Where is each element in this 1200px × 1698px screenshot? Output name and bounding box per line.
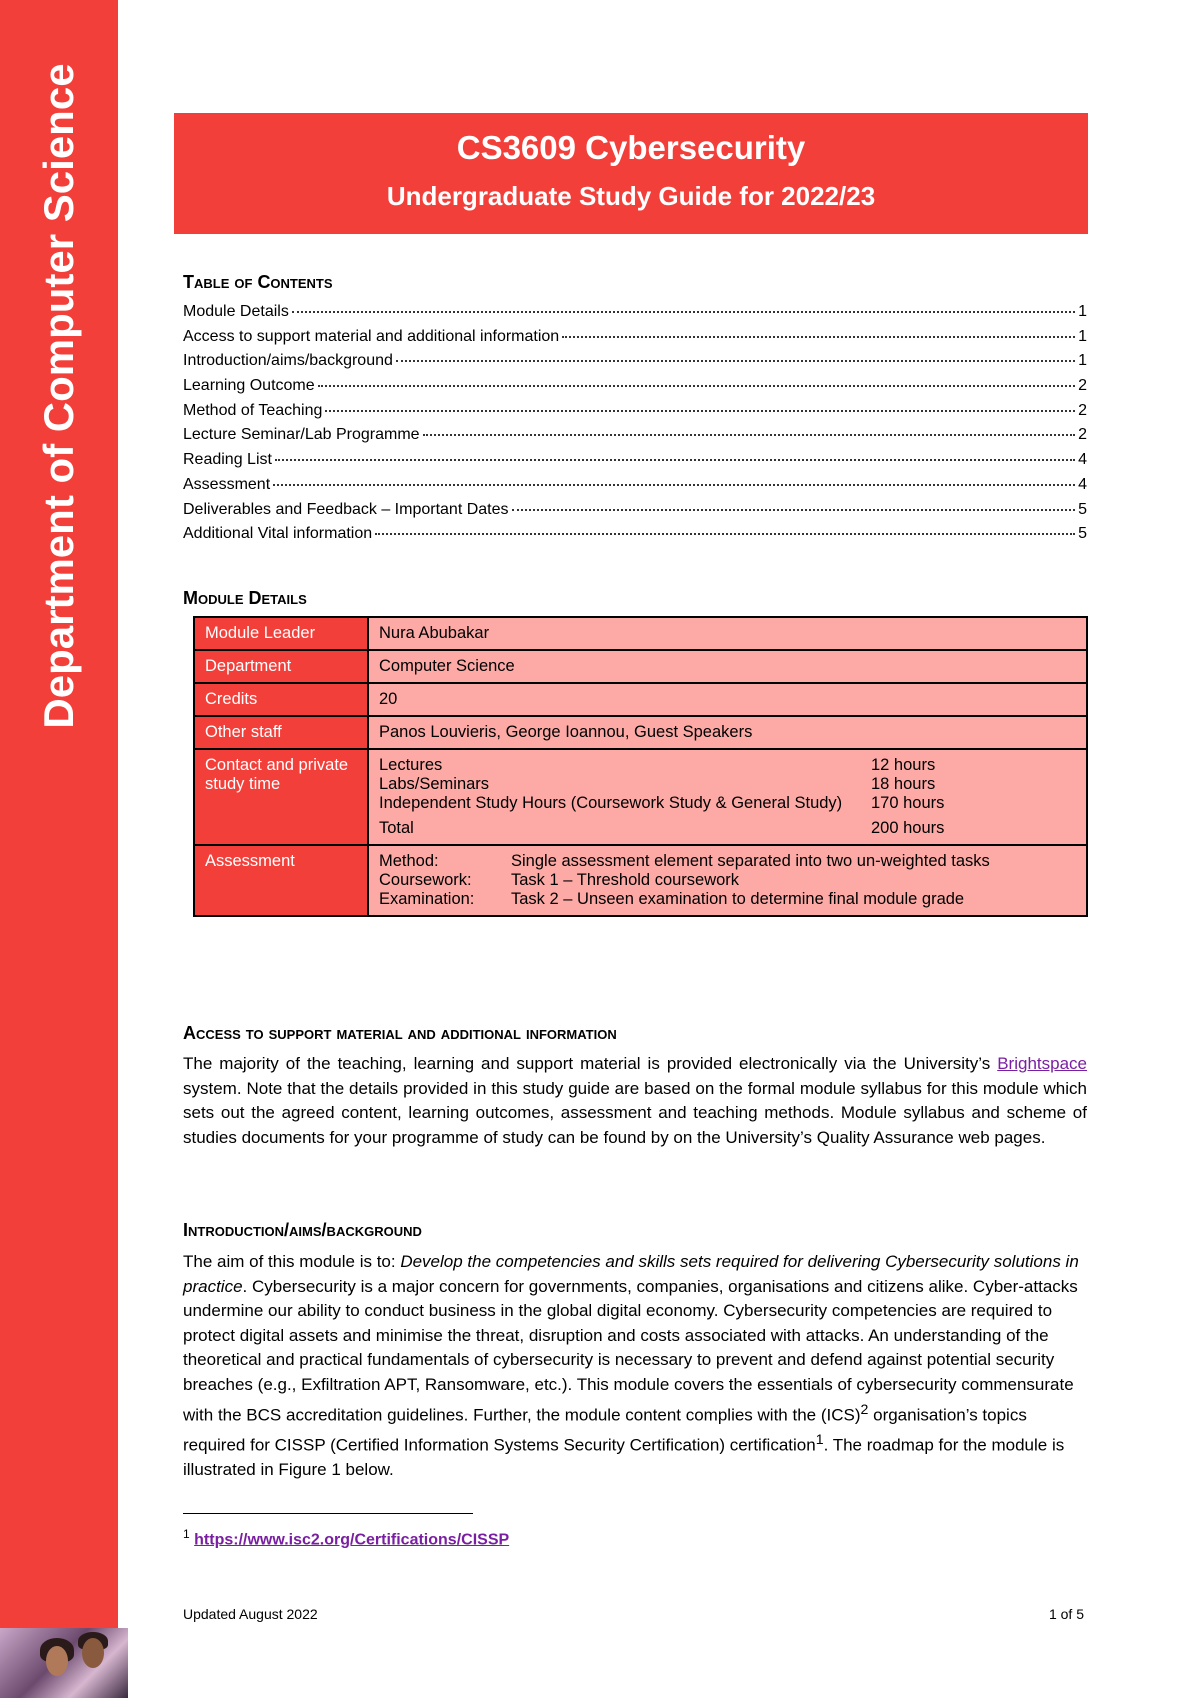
row-label: Assessment bbox=[194, 845, 368, 916]
toc-heading: Table of Contents bbox=[183, 272, 333, 292]
access-paragraph: The majority of the teaching, learning and support material is provided electronically via the University’s Brightspace system. Note that the details provided in this study guide are based on the formal module syllabus for this module which sets out the agreed content, learning outcomes, assessment and teaching methods. Module syllabus and scheme of studies documents for your programme of study can be found by on the University’s Quality Assurance web pages. bbox=[183, 1054, 1087, 1147]
module-details-heading: Module Details bbox=[183, 588, 307, 608]
access-heading: Access to support material and additional information bbox=[183, 1023, 617, 1043]
row-label: Department bbox=[194, 650, 368, 683]
assessment-cell bbox=[368, 845, 1087, 916]
assessment-value: Single assessment element separated into two un-weighted tasks bbox=[511, 852, 990, 870]
study-hours: 18 hours bbox=[871, 775, 936, 793]
row-value: Computer Science bbox=[368, 650, 1087, 683]
study-hours: 200 hours bbox=[871, 819, 945, 837]
row-label: Other staff bbox=[194, 716, 368, 749]
study-item: Lectures bbox=[379, 756, 443, 774]
study-hours-cell bbox=[368, 749, 1087, 845]
table-of-contents bbox=[183, 303, 1087, 550]
department-photo bbox=[0, 1628, 128, 1698]
assessment-value: Task 2 – Unseen examination to determine final module grade bbox=[511, 890, 965, 908]
row-value: Panos Louvieris, George Ioannou, Guest Speakers bbox=[368, 716, 1087, 749]
study-item: Total bbox=[379, 819, 414, 837]
row-value: Nura Abubakar bbox=[368, 617, 1087, 650]
row-label: Module Leader bbox=[194, 617, 368, 650]
assessment-value: Task 1 – Threshold coursework bbox=[511, 871, 740, 889]
table-row bbox=[194, 683, 1087, 716]
page-number: 1 of 5 bbox=[1048, 1606, 1084, 1622]
toc-entry[interactable]: Introduction/aims/background 1 bbox=[183, 352, 1087, 370]
assessment-key: Method: bbox=[379, 852, 439, 870]
study-item: Labs/Seminars bbox=[379, 775, 490, 793]
module-details-table bbox=[193, 616, 1088, 917]
footer-updated: Updated August 2022 bbox=[183, 1606, 318, 1622]
module-title: CS3609 Cybersecurity bbox=[456, 129, 806, 166]
study-hours: 12 hours bbox=[871, 756, 936, 774]
table-row bbox=[194, 845, 1087, 916]
table-row bbox=[194, 617, 1087, 650]
assessment-key: Examination: bbox=[379, 890, 475, 908]
brightspace-link[interactable]: Brightspace bbox=[997, 1054, 1087, 1073]
toc-entry[interactable]: Assessment 4 bbox=[183, 475, 1087, 493]
intro-heading: Introduction/aims/background bbox=[183, 1220, 422, 1240]
row-label: Contact and private study time bbox=[194, 749, 368, 845]
study-hours: 170 hours bbox=[871, 794, 945, 812]
title-banner bbox=[174, 113, 1088, 234]
cissp-link[interactable]: https://www.isc2.org/Certifications/CISSP bbox=[194, 1531, 510, 1549]
intro-paragraph: The aim of this module is to: Develop the competencies and skills sets required for delivering Cybersecurity solutions in practice. Cybersecurity is a major concern for governments, companies, organisations and citizens alike. Cyber-attacks undermine our ability to conduct business in the global digital economy. Cybersecurity competencies are required to protect digital assets and minimise the threat, disruption and costs associated with attacks. An understanding of the theoretical and practical fundamentals of cybersecurity is necessary to prevent and defend against potential security breaches (e.g., Exfiltration APT, Ransomware, etc.). This module covers the essentials of cybersecurity commensurate with the BCS accreditation guidelines. Further, the module content complies with the (ICS)$^2$ organisation’s topics required for CISSP (Certified Information Systems Security Certification) certification$^1$. The roadmap for the module is illustrated in Figure 1 below. bbox=[183, 1252, 1079, 1480]
row-value: 20 bbox=[368, 683, 1087, 716]
footnote-divider bbox=[183, 1513, 473, 1514]
footnote: $^1$ https://www.isc2.org/Certifications/CISSP bbox=[183, 1527, 510, 1549]
study-item: Independent Study Hours (Coursework Study & General Study) bbox=[379, 794, 843, 812]
toc-entry[interactable]: Method of Teaching 2 bbox=[183, 401, 1087, 419]
toc-entry[interactable]: Reading List 4 bbox=[183, 451, 1087, 469]
department-label: Department of Computer Science bbox=[35, 63, 82, 729]
table-row bbox=[194, 650, 1087, 683]
toc-entry[interactable]: Access to support material and additional information 1 bbox=[183, 327, 1087, 345]
toc-entry[interactable]: Additional Vital information 5 bbox=[183, 525, 1087, 543]
row-label: Credits bbox=[194, 683, 368, 716]
table-row bbox=[194, 716, 1087, 749]
footnote-ref[interactable]: 1 bbox=[815, 1431, 824, 1448]
toc-entry[interactable]: Learning Outcome 2 bbox=[183, 377, 1087, 395]
guide-subtitle: Undergraduate Study Guide for 2022/23 bbox=[386, 181, 876, 211]
toc-entry[interactable]: Module Details 1 bbox=[183, 303, 1087, 320]
table-row bbox=[194, 749, 1087, 845]
toc-entry[interactable]: Deliverables and Feedback – Important Dates 5 bbox=[183, 500, 1087, 518]
toc-entry[interactable]: Lecture Seminar/Lab Programme 2 bbox=[183, 426, 1087, 444]
sidebar bbox=[0, 0, 118, 1698]
assessment-key: Coursework: bbox=[379, 871, 472, 889]
